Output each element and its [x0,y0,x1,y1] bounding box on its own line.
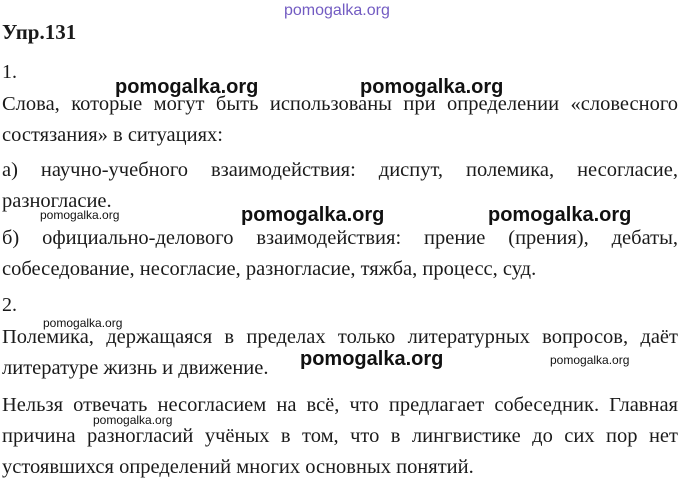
watermark: pomogalka.org [40,208,120,222]
sentence-1-paragraph: Полемика, держащаяся в пределах только литературных вопросов, даёт литературе жизнь и движение. [2,326,678,379]
watermark: pomogalka.org [115,76,259,98]
exercise-title: Упр.131 [2,20,77,44]
watermark: pomogalka.org [300,348,444,370]
watermark: pomogalka.org [93,413,173,427]
watermark: pomogalka.org [488,204,632,226]
section-1-number: 1. [2,61,17,83]
sentence-2-paragraph: Нельзя отвечать несогласием на всё, что предлагает собеседник. Главная причина разногласий учёных в том, что в лингвистике до сих пор нет устоявшихся определений многих основных понятий. [2,394,678,478]
watermark: pomogalka.org [241,204,385,226]
intro-paragraph: Слова, которые могут быть использованы при определении «словесного состязания» в ситуациях: [2,93,678,146]
watermark: pomogalka.org [43,316,123,330]
item-b-paragraph: б) официально-делового взаимодействия: прение (прения), дебаты, собеседование, несогласие, разногласие, тяжба, процесс, суд. [2,227,678,280]
watermark: pomogalka.org [360,76,504,98]
section-2-number: 2. [2,294,17,316]
item-a-paragraph: а) научно-учебного взаимодействия: диспут, полемика, несогласие, разногласие. [2,159,678,212]
watermark-top: pomogalka.org [284,2,390,19]
watermark: pomogalka.org [550,353,630,367]
